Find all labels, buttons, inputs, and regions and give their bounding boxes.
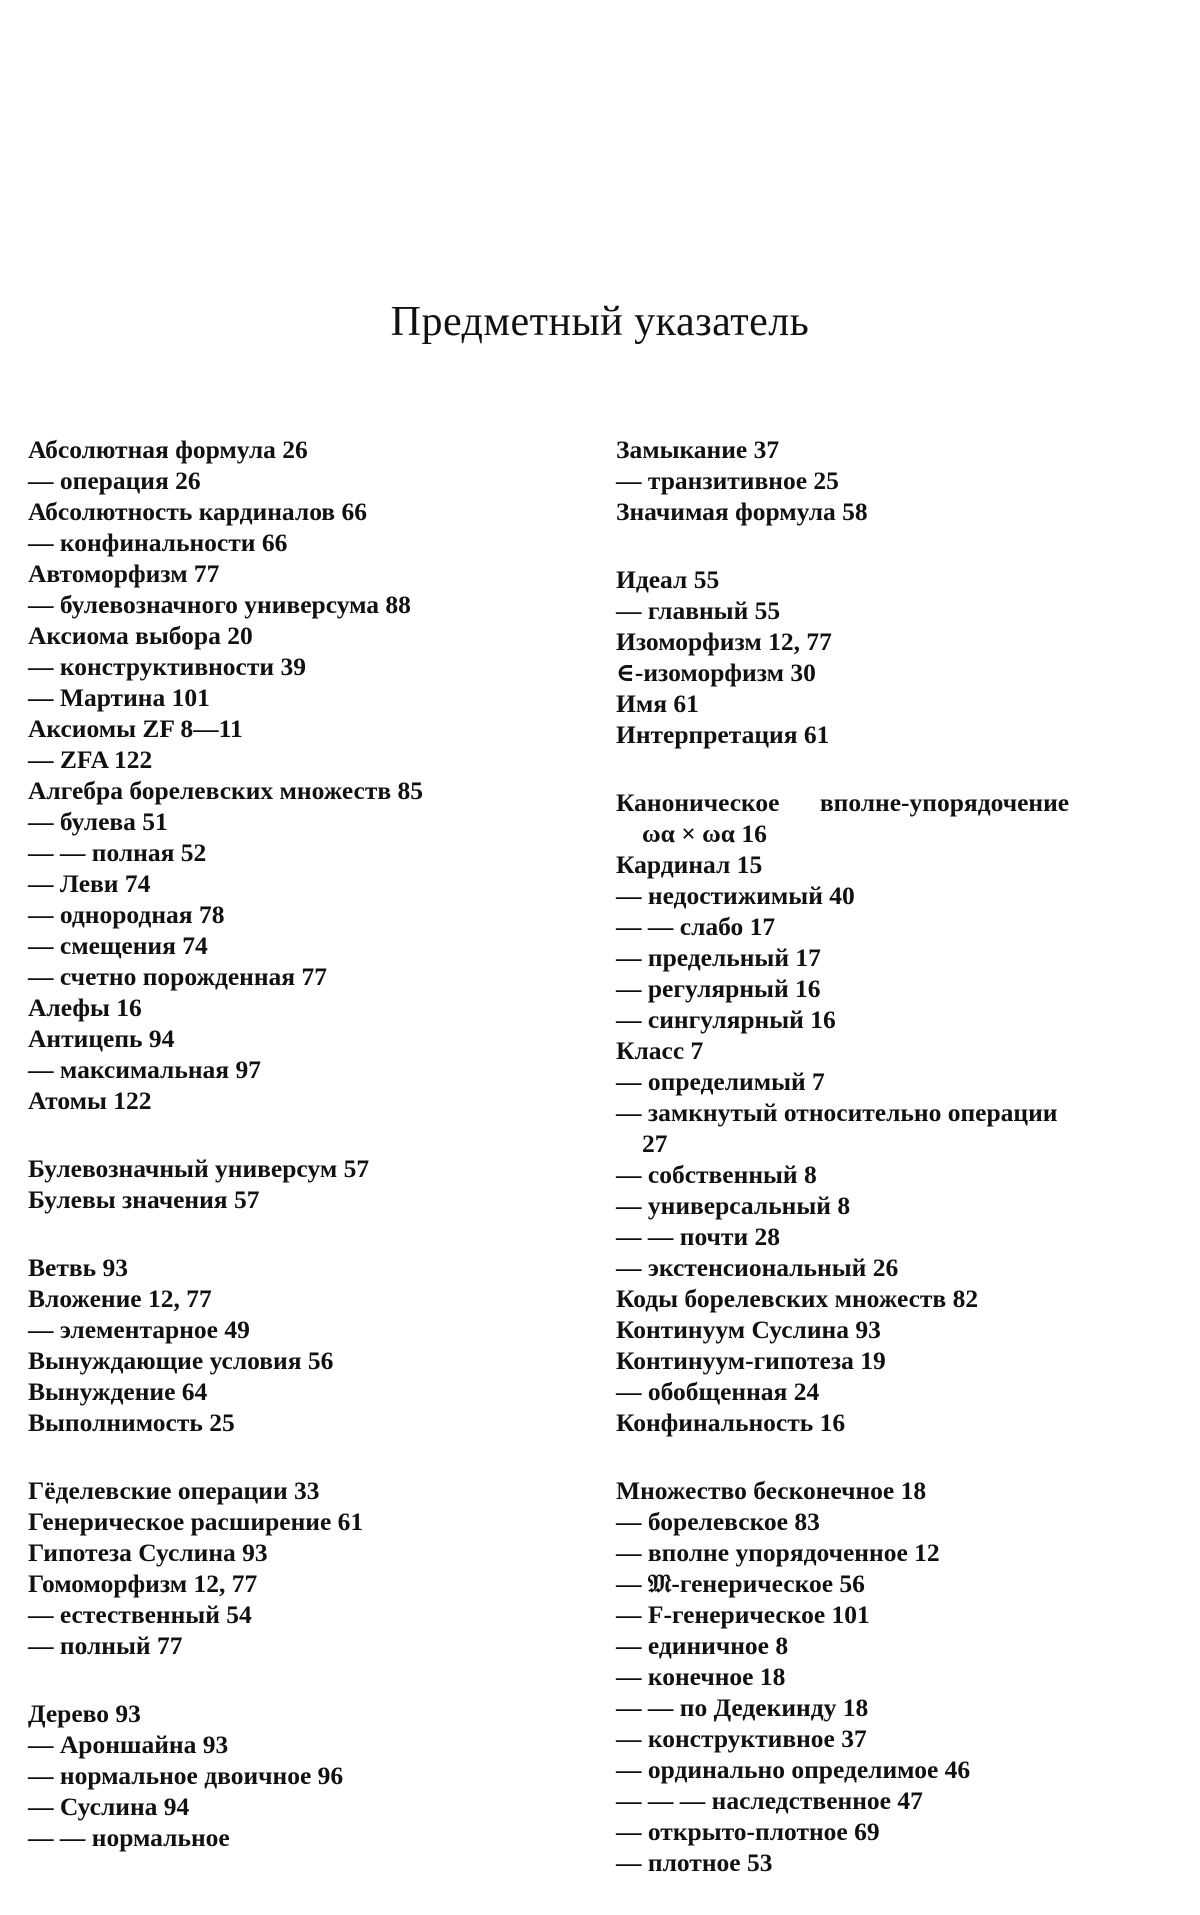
index-entry: Ветвь 93 xyxy=(28,1252,588,1283)
index-entry: — сингулярный 16 xyxy=(616,1004,1186,1035)
index-entry: — ординально определимое 46 xyxy=(616,1754,1186,1785)
index-entry: — естественный 54 xyxy=(28,1599,588,1630)
index-entry: — недостижимый 40 xyxy=(616,880,1186,911)
index-entry: Аксиомы ZF 8—11 xyxy=(28,713,588,744)
index-entry: Каноническое вполне-упорядочение xyxy=(616,787,1186,818)
index-entry: — конечное 18 xyxy=(616,1661,1186,1692)
index-group-z xyxy=(616,434,1186,527)
index-entry: — — нормальное xyxy=(28,1822,588,1853)
index-entry: Дерево 93 xyxy=(28,1698,588,1729)
index-entry: Интерпретация 61 xyxy=(616,719,1186,750)
index-group-v xyxy=(28,1252,588,1438)
index-entry: Изоморфизм 12, 77 xyxy=(616,626,1186,657)
index-entry: Замыкание 37 xyxy=(616,434,1186,465)
index-entry: — 𝔐-генерическое 56 xyxy=(616,1568,1186,1599)
index-entry: — элементарное 49 xyxy=(28,1314,588,1345)
index-entry: — конфинальности 66 xyxy=(28,527,588,558)
index-group-m xyxy=(616,1475,1186,1878)
index-entry: — Ароншайна 93 xyxy=(28,1729,588,1760)
index-entry: — полный 77 xyxy=(28,1630,588,1661)
index-entry: — — — наследственное 47 xyxy=(616,1785,1186,1816)
index-entry: — борелевское 83 xyxy=(616,1506,1186,1537)
index-entry: Идеал 55 xyxy=(616,564,1186,595)
index-entry: Генерическое расширение 61 xyxy=(28,1506,588,1537)
index-entry: Гёделевские операции 33 xyxy=(28,1475,588,1506)
index-entry: — F-генерическое 101 xyxy=(616,1599,1186,1630)
index-entry: — транзитивное 25 xyxy=(616,465,1186,496)
index-entry: — булевозначного универсума 88 xyxy=(28,589,588,620)
index-entry: — нормальное двоичное 96 xyxy=(28,1760,588,1791)
index-entry: Атомы 122 xyxy=(28,1085,588,1116)
index-entry: — замкнутый относительно операции xyxy=(616,1097,1186,1128)
index-entry: — — по Дедекинду 18 xyxy=(616,1692,1186,1723)
index-entry: 27 xyxy=(616,1128,1186,1159)
index-entry: — конструктивное 37 xyxy=(616,1723,1186,1754)
index-entry: Конфинальность 16 xyxy=(616,1407,1186,1438)
index-entry: — Леви 74 xyxy=(28,868,588,899)
index-entry: Абсолютность кардиналов 66 xyxy=(28,496,588,527)
index-entry: — обобщенная 24 xyxy=(616,1376,1186,1407)
page-title: Предметный указатель xyxy=(0,298,1200,346)
index-entry: — собственный 8 xyxy=(616,1159,1186,1190)
index-entry: Гомоморфизм 12, 77 xyxy=(28,1568,588,1599)
index-group-d xyxy=(28,1698,588,1853)
index-column-left xyxy=(28,434,588,1890)
index-entry: ∈-изоморфизм 30 xyxy=(616,657,1186,688)
index-column-right xyxy=(616,434,1186,1915)
index-entry: Вынуждение 64 xyxy=(28,1376,588,1407)
index-entry: Кардинал 15 xyxy=(616,849,1186,880)
index-entry: — определимый 7 xyxy=(616,1066,1186,1097)
index-entry: Вынуждающие условия 56 xyxy=(28,1345,588,1376)
index-entry: — плотное 53 xyxy=(616,1847,1186,1878)
index-entry: Выполнимость 25 xyxy=(28,1407,588,1438)
index-entry: — Суслина 94 xyxy=(28,1791,588,1822)
index-entry: — смещения 74 xyxy=(28,930,588,961)
index-entry: Класс 7 xyxy=(616,1035,1186,1066)
index-entry: Значимая формула 58 xyxy=(616,496,1186,527)
index-entry: — регулярный 16 xyxy=(616,973,1186,1004)
index-entry: — максимальная 97 xyxy=(28,1054,588,1085)
index-entry: Вложение 12, 77 xyxy=(28,1283,588,1314)
index-entry: — булева 51 xyxy=(28,806,588,837)
index-entry: — главный 55 xyxy=(616,595,1186,626)
index-entry: Автоморфизм 77 xyxy=(28,558,588,589)
index-entry: Континуум-гипотеза 19 xyxy=(616,1345,1186,1376)
index-group-a xyxy=(28,434,588,1116)
index-entry: Алефы 16 xyxy=(28,992,588,1023)
index-entry: Булевозначный универсум 57 xyxy=(28,1153,588,1184)
index-entry: — операция 26 xyxy=(28,465,588,496)
index-entry: Континуум Суслина 93 xyxy=(616,1314,1186,1345)
index-entry: — — почти 28 xyxy=(616,1221,1186,1252)
index-entry: — открыто-плотное 69 xyxy=(616,1816,1186,1847)
index-entry: Множество бесконечное 18 xyxy=(616,1475,1186,1506)
index-entry: Гипотеза Суслина 93 xyxy=(28,1537,588,1568)
index-entry: — вполне упорядоченное 12 xyxy=(616,1537,1186,1568)
index-group-g xyxy=(28,1475,588,1661)
index-entry: Аксиома выбора 20 xyxy=(28,620,588,651)
index-entry: — конструктивности 39 xyxy=(28,651,588,682)
index-group-b xyxy=(28,1153,588,1215)
index-entry: — универсальный 8 xyxy=(616,1190,1186,1221)
index-entry: — — полная 52 xyxy=(28,837,588,868)
index-entry: Коды борелевских множеств 82 xyxy=(616,1283,1186,1314)
index-entry: — Мартина 101 xyxy=(28,682,588,713)
index-entry: Абсолютная формула 26 xyxy=(28,434,588,465)
index-entry: Антицепь 94 xyxy=(28,1023,588,1054)
index-entry: — ZFA 122 xyxy=(28,744,588,775)
index-entry: — единичное 8 xyxy=(616,1630,1186,1661)
index-entry: — предельный 17 xyxy=(616,942,1186,973)
index-group-i xyxy=(616,564,1186,750)
index-entry: — однородная 78 xyxy=(28,899,588,930)
index-entry: Булевы значения 57 xyxy=(28,1184,588,1215)
index-group-k xyxy=(616,787,1186,1438)
index-entry: ωα × ωα 16 xyxy=(616,818,1186,849)
index-entry: — экстенсиональный 26 xyxy=(616,1252,1186,1283)
index-entry: — — слабо 17 xyxy=(616,911,1186,942)
index-entry: Алгебра борелевских множеств 85 xyxy=(28,775,588,806)
index-entry: — счетно порожденная 77 xyxy=(28,961,588,992)
index-entry: Имя 61 xyxy=(616,688,1186,719)
